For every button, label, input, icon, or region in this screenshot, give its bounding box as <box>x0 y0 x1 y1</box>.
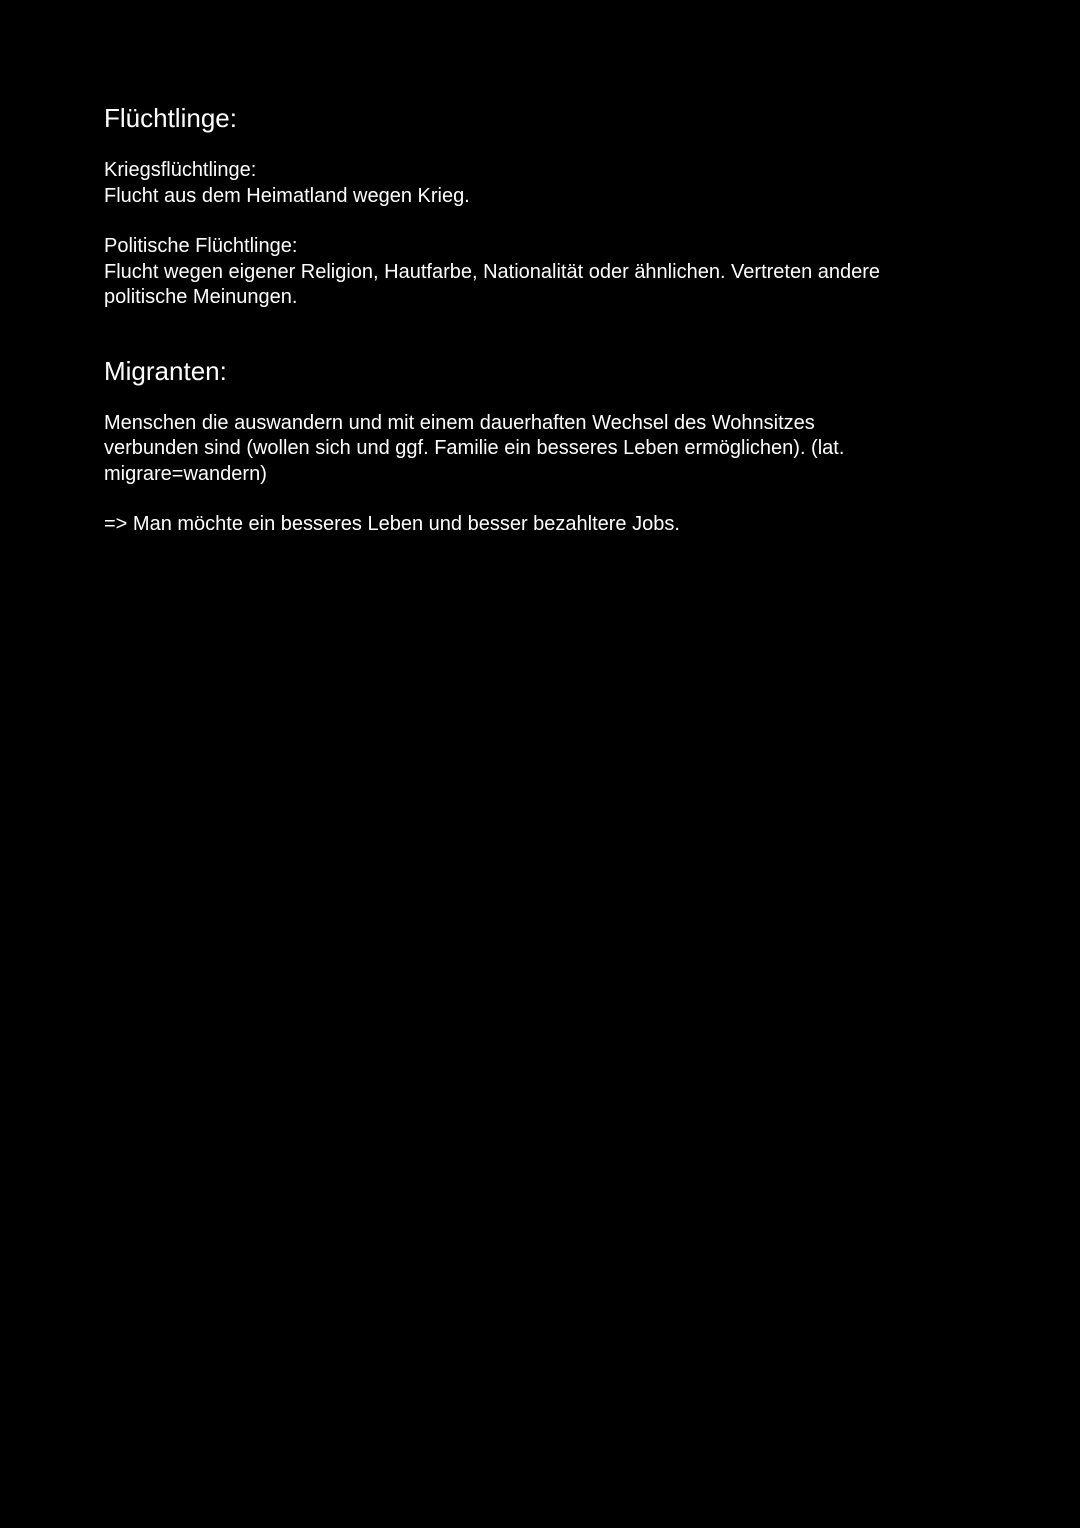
text-conclusion: => Man möchte ein besseres Leben und besser bezahltere Jobs. <box>104 513 680 535</box>
block-politische-fluechtlinge <box>104 234 984 311</box>
text-migranten-line1: Menschen die auswandern und mit einem dauerhaften Wechsel des Wohnsitzes <box>104 411 815 434</box>
block-conclusion <box>104 512 984 538</box>
text-politische-line1: Flucht wegen eigener Religion, Hautfarbe, Nationalität oder ähnlichen. Vertreten andere <box>104 260 881 283</box>
heading-fluechtlinge: Flüchtlinge: <box>104 103 237 133</box>
heading-migranten: Migranten: <box>104 355 227 386</box>
text-kriegsfluechtlinge: Flucht aus dem Heimatland wegen Krieg. <box>104 184 470 207</box>
document-content <box>104 100 984 538</box>
block-migranten <box>104 411 984 488</box>
text-politische-line2: politische Meinungen. <box>104 286 298 308</box>
label-kriegsfluechtlinge: Kriegsflüchtlinge: <box>104 159 257 181</box>
label-politische-fluechtlinge: Politische Flüchtlinge: <box>104 235 298 257</box>
text-migranten-line3: migrare=wandern) <box>104 462 267 485</box>
text-migranten-line2: verbunden sind (wollen sich und ggf. Familie ein besseres Leben ermöglichen). (lat. <box>104 437 845 459</box>
block-kriegsfluechtlinge <box>104 158 984 209</box>
